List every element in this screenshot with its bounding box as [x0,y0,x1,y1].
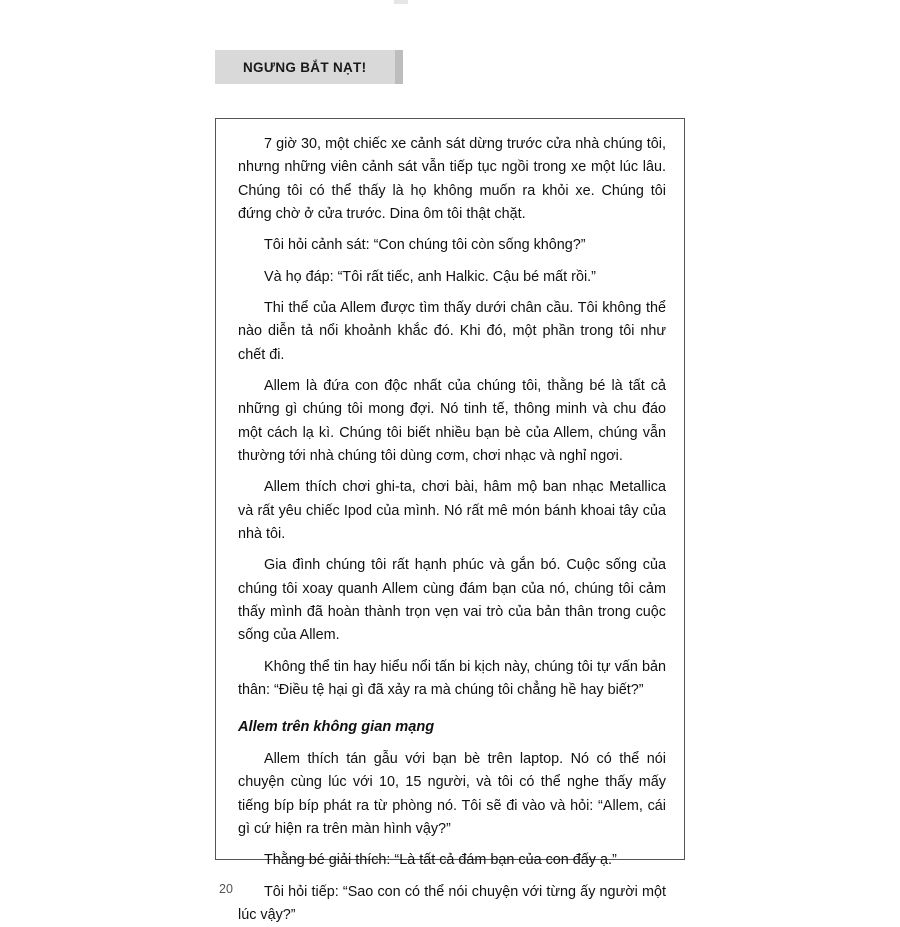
page-number: 20 [219,882,233,896]
paragraph: Không thể tin hay hiểu nổi tấn bi kịch này, chúng tôi tự vấn bản thân: “Điều tệ hại gì đã xảy ra mà chúng tôi chẳng hề hay biết?” [238,656,666,703]
paragraph: Và họ đáp: “Tôi rất tiếc, anh Halkic. Cậu bé mất rồi.” [238,266,666,289]
section-subheading: Allem trên không gian mạng [238,716,666,740]
running-head-accent [395,50,403,84]
running-head-band [215,50,395,84]
paragraph: Tôi hỏi tiếp: “Sao con có thể nói chuyện với từng ấy người một lúc vậy?” [238,881,666,927]
paragraph: Allem thích tán gẫu với bạn bè trên laptop. Nó có thể nói chuyện cùng lúc với 10, 15 người, và tôi có thể nghe thấy mấy tiếng bíp bíp phát ra từ phòng nó. Tôi sẽ đi vào và hỏi: “Allem, cái gì cứ hiện ra trên màn hình vậy?” [238,748,666,841]
body-text [238,133,666,927]
paragraph: 7 giờ 30, một chiếc xe cảnh sát dừng trước cửa nhà chúng tôi, nhưng những viên cảnh sát vẫn tiếp tục ngồi trong xe một lúc lâu. Chúng tôi có thể thấy là họ không muốn ra khỏi xe. Chúng tôi đứng chờ ở cửa trước. Dina ôm tôi thật chặt. [238,133,666,226]
running-head-text: NGƯNG BẮT NẠT! [215,60,366,75]
paragraph: Allem thích chơi ghi-ta, chơi bài, hâm mộ ban nhạc Metallica và rất yêu chiếc Ipod của mình. Nó rất mê món bánh khoai tây của nhà tôi. [238,476,666,546]
paragraph: Gia đình chúng tôi rất hạnh phúc và gắn bó. Cuộc sống của chúng tôi xoay quanh Allem cùng đám bạn của nó, chúng tôi cảm thấy mình đã hoàn thành trọn vẹn vai trò của bản thân trong cuộc sống của Allem. [238,554,666,647]
body-text-frame [215,118,685,860]
paragraph: Allem là đứa con độc nhất của chúng tôi, thằng bé là tất cả những gì chúng tôi mong đợi. Nó tinh tế, thông minh và chu đáo một cách lạ kì. Chúng tôi biết nhiều bạn bè của Allem, chúng vẫn thường tới nhà chúng tôi dùng cơm, chơi nhạc và nghỉ ngơi. [238,375,666,468]
top-edge-mark [394,0,408,4]
paragraph: Tôi hỏi cảnh sát: “Con chúng tôi còn sống không?” [238,234,666,257]
paragraph: Thi thể của Allem được tìm thấy dưới chân cầu. Tôi không thể nào diễn tả nổi khoảnh khắc đó. Khi đó, một phần trong tôi như chết đi. [238,297,666,367]
paragraph: Thằng bé giải thích: “Là tất cả đám bạn của con đấy ạ.” [238,849,666,872]
